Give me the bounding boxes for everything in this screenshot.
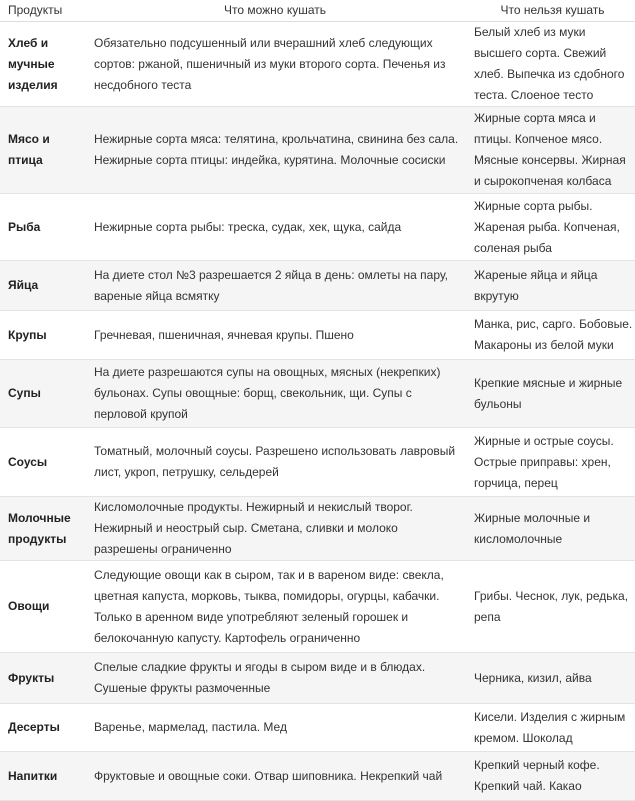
forbidden-cell: Крепкие мясные и жирные бульоны [466, 360, 635, 428]
forbidden-cell: Манка, рис, сарго. Бобовые. Макароны из белой муки [466, 311, 635, 360]
allowed-cell: Варенье, мармелад, пастила. Мед [80, 704, 466, 752]
table-row [0, 752, 635, 801]
allowed-cell: Томатный, молочный соусы. Разрешено использовать лавровый лист, укроп, петрушку, сельдерей [80, 428, 466, 497]
forbidden-cell: Крепкий черный кофе. Крепкий чай. Какао [466, 752, 635, 801]
forbidden-cell: Жирные молочные и кисломолочные [466, 497, 635, 561]
table-header-row [0, 0, 635, 22]
category-cell: Крупы [0, 311, 80, 360]
allowed-cell: Спелые сладкие фрукты и ягоды в сыром виде и в блюдах. Сушеные фрукты размоченные [80, 653, 466, 704]
category-cell: Овощи [0, 561, 80, 653]
category-cell: Молочные продукты [0, 497, 80, 561]
category-cell: Десерты [0, 704, 80, 752]
table-row [0, 311, 635, 360]
table-row [0, 360, 635, 428]
forbidden-cell: Жирные сорта мяса и птицы. Копченое мясо. Мясные консервы. Жирная и сырокопченая колбаса [466, 107, 635, 194]
table-row [0, 22, 635, 107]
category-cell: Фрукты [0, 653, 80, 704]
table-row [0, 653, 635, 704]
allowed-cell: На диете стол №3 разрешается 2 яйца в день: омлеты на пару, вареные яйца всмятку [80, 261, 466, 311]
table-row [0, 704, 635, 752]
forbidden-cell: Кисели. Изделия с жирным кремом. Шоколад [466, 704, 635, 752]
forbidden-cell: Грибы. Чеснок, лук, редька, репа [466, 561, 635, 653]
forbidden-cell: Белый хлеб из муки высшего сорта. Свежий хлеб. Выпечка из сдобного теста. Слоеное тесто [466, 22, 635, 107]
allowed-cell: Нежирные сорта рыбы: треска, судак, хек, щука, сайда [80, 194, 466, 261]
table-row [0, 428, 635, 497]
category-cell: Хлеб и мучные изделия [0, 22, 80, 107]
category-cell: Мясо и птица [0, 107, 80, 194]
category-cell: Рыба [0, 194, 80, 261]
forbidden-cell: Черника, кизил, айва [466, 653, 635, 704]
allowed-cell: Кисломолочные продукты. Нежирный и некислый творог. Нежирный и неострый сыр. Сметана, сливки и молоко разрешены ограниченно [80, 497, 466, 561]
category-cell: Яйца [0, 261, 80, 311]
table-row [0, 561, 635, 653]
allowed-cell: Гречневая, пшеничная, ячневая крупы. Пшено [80, 311, 466, 360]
allowed-cell: Следующие овощи как в сыром, так и в вареном виде: свекла, цветная капуста, морковь, тыква, помидоры, огурцы, кабачки. Только в аренном виде употребляют зеленый горошек и белокочанную капусту. Картофель ограниченно [80, 561, 466, 653]
table-row [0, 107, 635, 194]
header-products: Продукты [0, 0, 80, 22]
allowed-cell: Нежирные сорта мяса: телятина, крольчатина, свинина без сала. Нежирные сорта птицы: индейка, курятина. Молочные сосиски [80, 107, 466, 194]
forbidden-cell: Жареные яйца и яйца вкрутую [466, 261, 635, 311]
table-row [0, 261, 635, 311]
forbidden-cell: Жирные и острые соусы. Острые приправы: хрен, горчица, перец [466, 428, 635, 497]
category-cell: Напитки [0, 752, 80, 801]
header-allowed: Что можно кушать [80, 0, 466, 22]
forbidden-cell: Жирные сорта рыбы. Жареная рыба. Копченая, соленая рыба [466, 194, 635, 261]
allowed-cell: Обязательно подсушенный или вчерашний хлеб следующих сортов: ржаной, пшеничный из муки второго сорта. Печенья из несдобного теста [80, 22, 466, 107]
category-cell: Соусы [0, 428, 80, 497]
table-row [0, 194, 635, 261]
allowed-cell: Фруктовые и овощные соки. Отвар шиповника. Некрепкий чай [80, 752, 466, 801]
table-row [0, 497, 635, 561]
allowed-cell: На диете разрешаются супы на овощных, мясных (некрепких) бульонах. Супы овощные: борщ, свекольник, щи. Супы с перловой крупой [80, 360, 466, 428]
category-cell: Супы [0, 360, 80, 428]
header-forbidden: Что нельзя кушать [466, 0, 635, 22]
